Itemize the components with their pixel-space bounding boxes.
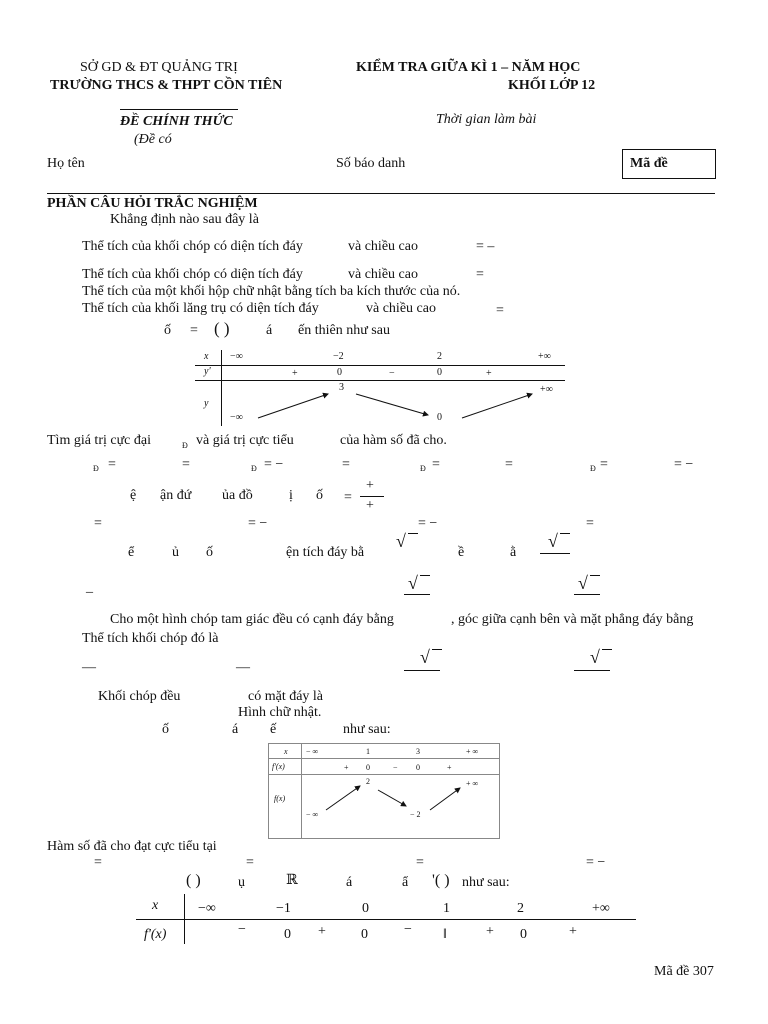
time-label: Thời gian làm bài — [436, 112, 537, 127]
student-id-label: Số báo danh — [336, 156, 406, 171]
q7-sign-5: + — [447, 763, 452, 772]
q4-stem-3: ố — [206, 545, 213, 560]
q2-y-min: 0 — [437, 412, 442, 423]
q6-stem: Khối chóp đều — [98, 689, 181, 704]
exam-code-label: Mã đề — [630, 156, 668, 171]
q2-stem-3: ( ) — [214, 319, 230, 338]
q2-c-sub: Đ — [420, 464, 426, 473]
q2-question-sub: Đ — [182, 441, 188, 450]
q2-stem-1: ố — [164, 323, 171, 338]
footer-exam-code: Mã đề 307 — [654, 964, 714, 979]
q2-x-val-3: 2 — [437, 351, 442, 362]
q7-x-val-4: + ∞ — [466, 747, 479, 756]
q8-stem-2: ụ — [238, 875, 245, 890]
q8-x-val-1: −∞ — [198, 901, 216, 916]
q1-option-d-formula: = — [496, 303, 504, 318]
q5-answer-d-sqrt: √ — [590, 647, 600, 667]
q7-table-hline-1 — [268, 758, 499, 759]
q7-table-hline-2 — [268, 774, 499, 775]
exam-title: KIỂM TRA GIỮA KÌ 1 – NĂM HỌC — [356, 60, 581, 75]
q1-option-a: Thể tích của khối chóp có diện tích đáy — [82, 239, 303, 254]
q8-stem-4: á — [346, 875, 353, 890]
q1-option-d: Thể tích của khối lăng trụ có diện tích đáy — [82, 301, 319, 316]
q7-x-val-1: − ∞ — [306, 747, 319, 756]
q2-stem-4: á — [266, 323, 273, 338]
q8-sign-5: − — [404, 922, 412, 937]
q8-stem-6: '( ) — [432, 872, 450, 889]
section-title: PHẦN CÂU HỎI TRẮC NGHIỆM — [47, 196, 258, 211]
q2-sign-3: − — [389, 368, 395, 379]
q6-answer: Hình chữ nhật. — [238, 705, 322, 720]
q3-fraction-bar — [360, 496, 384, 497]
q1-stem: Khẳng định nào sau đây là — [110, 212, 259, 227]
q2-d-sub: Đ — [590, 464, 596, 473]
q2-answer-b-2: = — [342, 457, 350, 472]
q2-answer-a-1: = — [108, 457, 116, 472]
q7-sign-1: + — [344, 763, 349, 772]
q8-x-val-3: 0 — [362, 901, 369, 916]
dept-name: SỞ GD & ĐT QUẢNG TRỊ — [80, 60, 238, 75]
q3-denominator: + — [366, 498, 374, 513]
q2-yprime-label: y' — [204, 366, 211, 377]
q4-answer-c-sqrt: √ — [408, 573, 418, 593]
q7-answer-a: = — [94, 855, 102, 870]
q7-stem-2: á — [232, 722, 239, 737]
q2-y-minus-inf: −∞ — [230, 412, 243, 423]
q3-stem-1: ệ — [130, 488, 137, 503]
q5-answer-a: — — [82, 660, 96, 675]
official-label: ĐỀ CHÍNH THỨC — [120, 114, 233, 129]
school-name: TRƯỜNG THCS & THPT CỒN TIÊN — [50, 78, 283, 93]
q2-y-plus-inf: +∞ — [540, 384, 553, 395]
q8-sign-3: + — [318, 924, 326, 939]
exam-grade: KHỐI LỚP 12 — [508, 78, 596, 93]
q8-stem-5: ẩ — [402, 875, 409, 890]
q3-equals: = — [344, 490, 352, 505]
q4-answer-c-bar — [404, 594, 430, 595]
q7-f-max: 2 — [366, 777, 370, 786]
q8-stem-7: như sau: — [462, 875, 510, 890]
q7-x-val-3: 3 — [416, 747, 420, 756]
q8-sign-2: 0 — [284, 927, 291, 942]
q1-option-c: Thể tích của một khối hộp chữ nhật bằng tích ba kích thước của nó. — [82, 284, 461, 299]
q8-sign-8: 0 — [520, 927, 527, 942]
q2-x-val-4: +∞ — [538, 351, 551, 362]
q2-answer-c-1: = — [432, 457, 440, 472]
q5-stem-2: , góc giữa cạnh bên và mặt phẳng đáy bằng — [451, 612, 694, 627]
q8-x-label: x — [152, 898, 159, 913]
q5-answer-b: — — [236, 660, 250, 675]
q2-answer-a-2: = — [182, 457, 190, 472]
q8-stem-3: ℝ — [286, 873, 298, 888]
name-label: Họ tên — [47, 156, 85, 171]
q2-answer-d-1: = — [600, 457, 608, 472]
q8-x-val-2: −1 — [276, 901, 291, 916]
q2-answer-b-1: = − — [264, 457, 284, 472]
q2-x-val-1: −∞ — [230, 351, 243, 362]
q3-answer-a: = — [94, 516, 102, 531]
q8-fprime-label: f'(x) — [144, 927, 167, 942]
q3-answer-c: = − — [418, 516, 438, 531]
q3-stem-5: ố — [316, 488, 323, 503]
q2-question: Tìm giá trị cực đại — [47, 433, 151, 448]
q5-stem-3: Thể tích khối chóp đó là — [82, 631, 219, 646]
q8-x-val-6: +∞ — [592, 901, 610, 916]
q7-f-plus-inf: + ∞ — [466, 779, 479, 788]
q2-answer-c-2: = — [505, 457, 513, 472]
q8-sign-9: + — [569, 924, 577, 939]
q7-sign-4: 0 — [416, 763, 420, 772]
q8-table-hline — [136, 919, 636, 920]
q4-answer-d-sqrt: √ — [578, 573, 588, 593]
q7-x-label: x — [284, 747, 288, 756]
q2-a-sub: Đ — [93, 464, 99, 473]
q4-stem-2: ủ — [172, 545, 179, 560]
q4-answer-d-bar — [574, 594, 600, 595]
q7-f-label: f(x) — [274, 794, 286, 803]
q2-x-val-2: −2 — [333, 351, 344, 362]
q6-stem-2: có mặt đáy là — [248, 689, 324, 704]
q4-answer-a: _ — [86, 580, 93, 595]
q4-fraction-bar — [540, 553, 570, 554]
q3-stem-3: ủa đồ — [222, 488, 253, 503]
page-count: (Đề có — [134, 132, 172, 147]
q4-stem-6: ằ — [510, 545, 517, 560]
q4-sqrt-1: √ — [396, 531, 406, 551]
q5-stem: Cho một hình chóp tam giác đều có cạnh đáy bằng — [110, 612, 394, 627]
q7-stem-3: ế — [270, 722, 277, 737]
q4-stem-4: ện tích đáy bằ — [286, 545, 365, 560]
q2-stem-5: ến thiên như sau — [298, 323, 390, 338]
q7-answer-d: = − — [586, 855, 606, 870]
q1-option-b-formula: = — [476, 267, 484, 282]
q7-f-min: − 2 — [410, 810, 421, 819]
q8-sign-4: 0 — [361, 927, 368, 942]
q2-x-label: x — [204, 351, 209, 362]
q3-numerator: + — [366, 478, 374, 493]
q1-option-b: Thể tích của khối chóp có diện tích đáy — [82, 267, 303, 282]
q2-b-sub: Đ — [251, 464, 257, 473]
q7-x-val-2: 1 — [366, 747, 370, 756]
q7-question: Hàm số đã cho đạt cực tiểu tại — [47, 839, 217, 854]
q1-option-a-formula: = – — [476, 239, 495, 254]
q4-stem-1: ể — [128, 545, 135, 560]
q8-x-val-4: 1 — [443, 901, 450, 916]
q7-stem-4: như sau: — [343, 722, 391, 737]
q5-answer-d-bar — [574, 670, 610, 671]
q2-y-max: 3 — [339, 382, 344, 393]
q2-sign-4: 0 — [437, 367, 442, 378]
q4-stem-5: ề — [458, 545, 465, 560]
q4-sqrt-2: √ — [548, 531, 558, 551]
q3-answer-d: = — [586, 516, 594, 531]
q2-question-2: và giá trị cực tiểu — [196, 433, 294, 448]
q8-sign-7: + — [486, 924, 494, 939]
q7-f-minus-inf: − ∞ — [306, 810, 319, 819]
q2-sign-1: + — [292, 368, 298, 379]
q2-answer-d-2: = − — [674, 457, 694, 472]
q2-question-3: của hàm số đã cho. — [340, 433, 447, 448]
q8-sign-6: ‖ — [443, 927, 447, 942]
q3-answer-b: = − — [248, 516, 268, 531]
q7-answer-c: = — [416, 855, 424, 870]
q7-stem-1: ố — [162, 722, 169, 737]
q2-sign-2: 0 — [337, 367, 342, 378]
q8-sign-1: − — [238, 922, 246, 937]
q2-sign-5: + — [486, 368, 492, 379]
q2-y-label: y — [204, 398, 209, 409]
q7-table-vline — [301, 743, 302, 838]
q5-answer-c-sqrt: √ — [420, 647, 430, 667]
q5-answer-c-bar — [404, 670, 440, 671]
q3-stem-4: ị — [289, 488, 293, 503]
q7-sign-2: 0 — [366, 763, 370, 772]
q1-option-d-height: và chiều cao — [366, 301, 436, 316]
q2-stem-2: = — [190, 323, 198, 338]
q8-stem-1: ( ) — [186, 872, 201, 889]
q8-x-val-5: 2 — [517, 901, 524, 916]
q8-table-vline — [184, 894, 185, 944]
q7-answer-b: = — [246, 855, 254, 870]
q1-option-b-height: và chiều cao — [348, 267, 418, 282]
q7-sign-3: − — [393, 763, 398, 772]
q7-fprime-label: f'(x) — [272, 762, 285, 771]
q1-option-a-height: và chiều cao — [348, 239, 418, 254]
q3-stem-2: ận đứ — [160, 488, 192, 503]
